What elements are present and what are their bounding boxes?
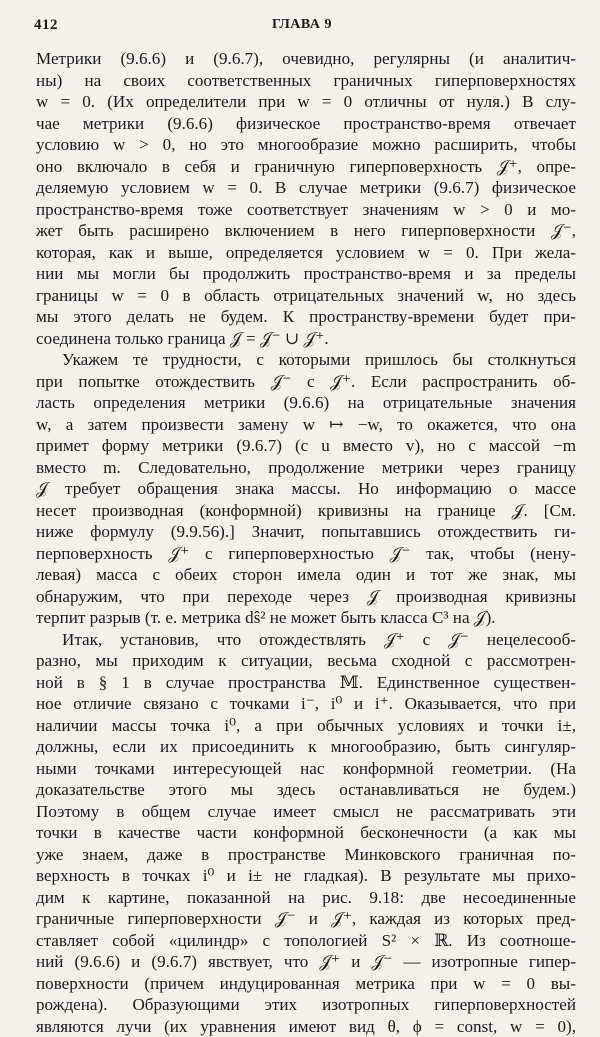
paragraph	[36, 48, 576, 349]
text-line: 𝒥 требует обращения знака массы. Но информацию о массе	[36, 478, 576, 500]
text-line: при попытке отождествить 𝒥⁻ с 𝒥⁺. Если распространить об-	[36, 371, 576, 393]
text-line: разно, мы приходим к ситуации, весьма сходной с рассмотрен-	[36, 650, 576, 672]
text-line: оно включало в себя и граничную гиперповерхность 𝒥⁺, опре-	[36, 156, 576, 178]
text-line: дим к картине, показанной на рис. 9.18: две несоединенные	[36, 887, 576, 909]
text-line: чае метрики (9.6.6) физическое пространство-время отвечает	[36, 113, 576, 135]
page-number: 412	[34, 17, 58, 34]
text-line: деляемую условием w = 0. В случае метрики (9.6.7) физическое	[36, 177, 576, 199]
running-header	[34, 17, 570, 39]
text-line: соединена только граница 𝒥 = 𝒥⁻ ∪ 𝒥⁺.	[36, 328, 576, 350]
text-line: ной в § 1 в случае пространства 𝕄. Единственное существен-	[36, 672, 576, 694]
text-line: границы w = 0 в область отрицательных значений w, но здесь	[36, 285, 576, 307]
text-line: точки в качестве части конформной бесконечности (а как мы	[36, 822, 576, 844]
text-line: должны, если их присоединить к многообразию, быть сингуляр-	[36, 736, 576, 758]
text-line: ставляет собой «цилиндр» с топологией S² × ℝ. Из соотноше-	[36, 930, 576, 952]
text-line: которая, как и выше, определяется условием w = 0. При жела-	[36, 242, 576, 264]
text-line: доказательстве этого мы здесь останавливаться не будем.)	[36, 779, 576, 801]
text-line: ний (9.6.6) и (9.6.7) явствует, что 𝒥⁺ и 𝒥⁻ — изотропные гипер-	[36, 951, 576, 973]
text-line: верхность в точках i⁰ и i± не гладкая). В результате мы прихо-	[36, 865, 576, 887]
text-line: нии мы могли бы продолжить пространство-время и за пределы	[36, 263, 576, 285]
text-line: наличии массы точка i⁰, а при обычных условиях и точки i±,	[36, 715, 576, 737]
text-line: ниже формулу (9.9.56).] Значит, попытавшись отождествить ги-	[36, 521, 576, 543]
text-line: терпит разрыв (т. е. метрика dŝ² не может быть класса C³ на 𝒥).	[36, 607, 576, 629]
text-line: ны) на своих соответственных граничных гиперповерхностях	[36, 70, 576, 92]
text-line: w, а затем произвести замену w ↦ −w, то окажется, что она	[36, 414, 576, 436]
text-line: Укажем те трудности, с которыми пришлось бы столкнуться	[36, 349, 576, 371]
text-line: w = 0. (Их определители при w = 0 отличны от нуля.) В слу-	[36, 91, 576, 113]
text-line: вместо m. Следовательно, продолжение метрики через границу	[36, 457, 576, 479]
text-line: условию w > 0, но это многообразие можно расширить, чтобы	[36, 134, 576, 156]
text-line: рождена). Образующими этих изотропных гиперповерхностей	[36, 994, 576, 1016]
text-line: поверхности (причем индуцированная метрика при w = 0 вы-	[36, 973, 576, 995]
paragraph	[36, 629, 576, 1037]
text-line: граничные гиперповерхности 𝒥⁻ и 𝒥⁺, каждая из которых пред-	[36, 908, 576, 930]
text-line: ное отличие связано с точками i⁻, i⁰ и i⁺. Оказывается, что при	[36, 693, 576, 715]
text-line: примет форму метрики (9.6.7) (с u вместо v), но с массой −m	[36, 435, 576, 457]
text-line: уже знаем, даже в пространстве Минковского граничная по-	[36, 844, 576, 866]
text-line: перповерхность 𝒥⁺ с гиперповерхностью 𝒥⁻ так, чтобы (нену-	[36, 543, 576, 565]
text-line: ласть определения метрики (9.6.6) на отрицательные значения	[36, 392, 576, 414]
text-line: Поэтому в общем случае имеет смысл не рассматривать эти	[36, 801, 576, 823]
body-text	[36, 48, 576, 1037]
text-line: являются лучи (их уравнения имеют вид θ, ϕ = const, w = 0),	[36, 1016, 576, 1037]
chapter-title: ГЛАВА 9	[34, 17, 570, 33]
text-line: жет быть расширено включением в него гиперповерхности 𝒥⁻,	[36, 220, 576, 242]
text-line: пространство-время тоже соответствует значениям w > 0 и мо-	[36, 199, 576, 221]
text-line: обнаружим, что при переходе через 𝒥 производная кривизны	[36, 586, 576, 608]
text-line: ными точками интересующей нас конформной геометрии. (На	[36, 758, 576, 780]
text-line: Итак, установив, что отождествлять 𝒥⁺ с 𝒥⁻ нецелесооб-	[36, 629, 576, 651]
text-line: левая) масса с обеих сторон имела один и тот же знак, мы	[36, 564, 576, 586]
paragraph	[36, 349, 576, 629]
text-line: мы этого делать не будем. К пространству-времени будет при-	[36, 306, 576, 328]
text-line: Метрики (9.6.6) и (9.6.7), очевидно, регулярны (и аналитич-	[36, 48, 576, 70]
text-line: несет производная (конформной) кривизны на границе 𝒥. [См.	[36, 500, 576, 522]
